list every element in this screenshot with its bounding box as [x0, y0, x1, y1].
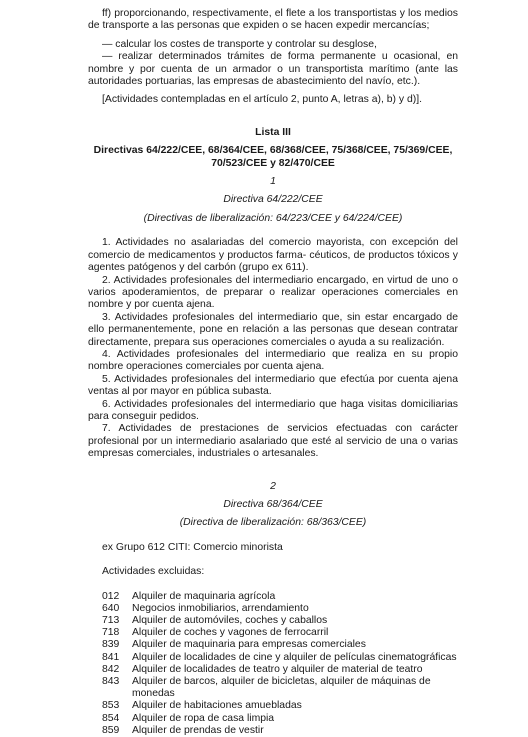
directive-title: Directiva 68/364/CEE [223, 499, 323, 510]
section-number: 1 [270, 176, 276, 188]
list-title: Lista III [255, 126, 291, 138]
activity-label: Alquiler de coches y vagones de ferrocarril [132, 627, 329, 639]
activity-label: Alquiler de localidades de cine y alquiler de películas cinematográficas [132, 651, 457, 663]
activity-code: 853 [102, 700, 120, 712]
activity-code: 859 [102, 724, 120, 736]
activity-label: Alquiler de prendas de vestir [132, 724, 264, 736]
paragraph-ff: ff) proporcionando, respectivamente, el flete a los transportistas y los medios de transporte a las personas que expiden o se hacen expedir mercancías; [88, 8, 458, 32]
activity-item: 7. Actividades de prestaciones de servicios efectuadas con carácter profesional por un intermediario asalariado que esté al servicio de una o varias empresas comerciales, industriales o artesanales. [88, 423, 458, 460]
activity-label: Alquiler de habitaciones amuebladas [132, 700, 302, 712]
activity-item: 1. Actividades no asalariadas del comercio mayorista, con excepción del comercio de medicamentos y productos farma- céuticos, de productos tóxicos y agentes patógenos y del carbón (grupo ex 611). [88, 237, 458, 274]
excluded-label: Actividades excluidas: [102, 566, 205, 578]
document-page [88, 8, 458, 737]
activity-code: 718 [102, 627, 120, 639]
section-number: 2 [270, 480, 276, 492]
activity-code: 713 [102, 615, 120, 627]
table-row [102, 725, 458, 737]
activity-label: Alquiler de barcos, alquiler de bicicletas, alquiler de máquinas de monedas [132, 676, 431, 700]
activity-code: 012 [102, 590, 120, 602]
activity-item: 5. Actividades profesionales del intermediario que efectúa por cuenta ajena ventas al por mayor en pública subasta. [88, 373, 458, 398]
liberalization-directive: (Directiva de liberalización: 68/363/CEE) [179, 517, 367, 529]
excluded-activities-table [102, 591, 458, 737]
list-subtitle: Directivas 64/222/CEE, 68/364/CEE, 68/368/CEE, 75/368/CEE, 75/369/CEE, 70/523/CEE y 82/470/CEE [93, 145, 453, 169]
table-row [102, 664, 458, 676]
activity-item: 3. Actividades profesionales del intermediario que, sin estar encargado de ello permanentemente, pone en relación a las personas que desean contratar directamente, prepara sus operaciones comerciales o ayuda a su realización. [88, 311, 458, 348]
table-row [102, 639, 458, 651]
citi-group: ex Grupo 612 CITI: Comercio minorista [102, 541, 283, 553]
table-row [102, 627, 458, 639]
activity-label: Negocios inmobiliarios, arrendamiento [132, 602, 309, 614]
activity-item: 6. Actividades profesionales del intermediario que haga visitas domiciliarias para conseguir pedidos. [88, 398, 458, 422]
dash-item: — realizar determinados trámites de forma permanente u ocasional, en nombre y por cuenta de un armador o un transportista marítimo (ante las autoridades portuarias, las empresas de abastecimiento del navío, etc.). [88, 51, 458, 88]
activity-label: Alquiler de maquinaria para empresas comerciales [132, 639, 366, 651]
table-row [102, 603, 458, 615]
article-note: [Actividades contempladas en el artículo 2, punto A, letras a), b) y d)]. [102, 94, 422, 106]
liberalization-directives: (Directivas de liberalización: 64/223/CEE y 64/224/CEE) [143, 212, 403, 224]
table-row [102, 615, 458, 627]
activity-item: 4. Actividades profesionales del intermediario que realiza en su propio nombre operaciones comerciales por cuenta ajena. [88, 348, 458, 373]
activity-code: 839 [102, 639, 120, 651]
activity-code: 841 [102, 651, 120, 663]
directive-title: Directiva 64/222/CEE [223, 194, 323, 206]
activity-code: 843 [102, 676, 120, 688]
activity-label: Alquiler de automóviles, coches y caballos [132, 615, 328, 627]
activity-label: Alquiler de maquinaria agrícola [132, 590, 276, 602]
activity-label: Alquiler de localidades de teatro y alquiler de material de teatro [132, 663, 423, 675]
activity-code: 640 [102, 602, 120, 614]
table-row [102, 591, 458, 603]
activity-item: 2. Actividades profesionales del intermediario encargado, en virtud de uno o varios apoderamientos, de preparar o realizar operaciones comerciales en nombre y por cuenta ajena. [88, 274, 458, 311]
table-row [102, 676, 458, 700]
activity-label: Alquiler de ropa de casa limpia [132, 712, 275, 724]
table-row [102, 713, 458, 725]
table-row [102, 700, 458, 712]
dash-item: — calcular los costes de transporte y controlar su desglose, [102, 38, 377, 50]
activity-code: 842 [102, 663, 120, 675]
table-row [102, 652, 458, 664]
activity-code: 854 [102, 712, 120, 724]
